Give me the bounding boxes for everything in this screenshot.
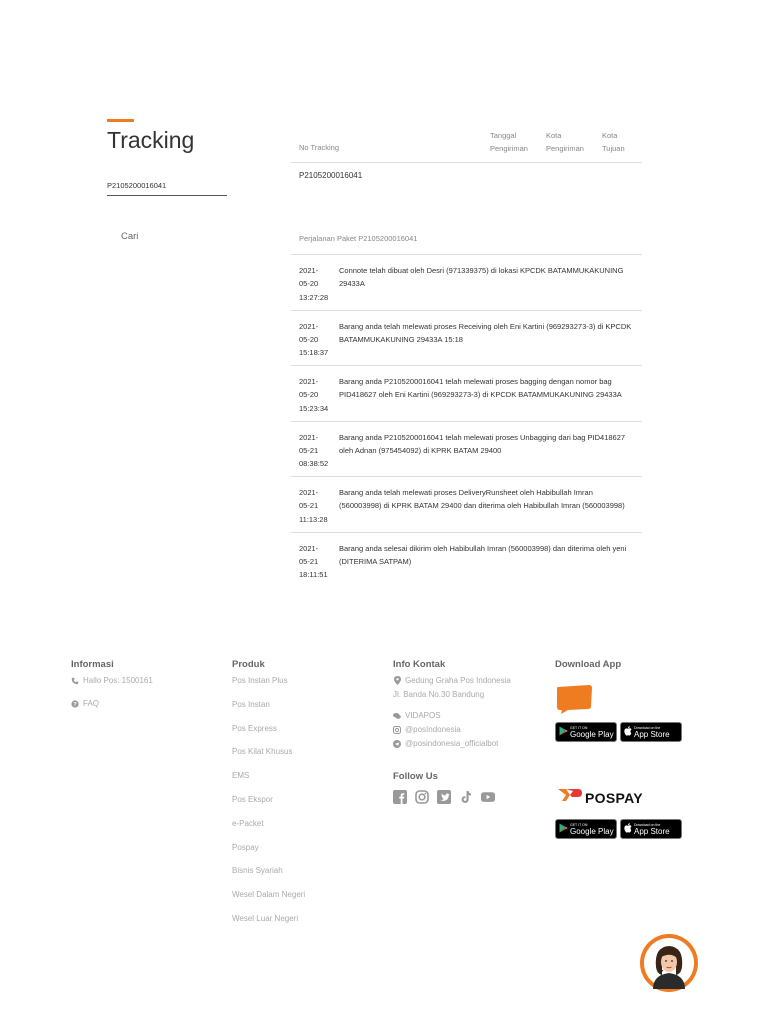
journey-row (291, 366, 642, 422)
event-datetime: 2021- 05-21 08:38:52 (299, 432, 329, 469)
produk-link-pos-kilat-khusus[interactable]: Pos Kilat Khusus (232, 747, 293, 757)
produk-link-wesel-luar-negeri[interactable]: Wesel Luar Negeri (232, 913, 299, 923)
twitter-icon[interactable] (437, 790, 451, 804)
event-datetime: 2021- 05-21 11:13:28 (299, 488, 328, 524)
footer-kontak-title: Info Kontak (393, 659, 446, 670)
chat-assistant-avatar[interactable] (640, 934, 698, 992)
tiktok-icon[interactable] (459, 790, 473, 804)
footer-informasi-title: Informasi (71, 659, 114, 670)
address-line-2: Jl. Banda No.30 Bandung (393, 690, 485, 699)
pospay-google-play-badge[interactable]: GET IT ON Google Play (555, 819, 617, 839)
event-description: Barang anda P2105200016041 telah melewati proses Unbagging dari bag PID418627 oleh Adnan (975454092) di KPRK BATAM 29400 (339, 432, 626, 455)
google-play-icon (559, 820, 568, 838)
footer-produk (232, 659, 382, 923)
produk-link-e-packet[interactable]: e-Packet (232, 818, 264, 828)
event-description: Connote telah dibuat oleh Desri (971339375) di lokasi KPCDK BATAMMUKAKUNING 29433A (339, 266, 624, 289)
page-title: Tracking (107, 127, 195, 153)
event-datetime: 2021- 05-20 15:23:34 (299, 377, 329, 413)
search-button[interactable]: Cari (121, 231, 139, 242)
header-kota-pengiriman: Kota Pengiriman (546, 131, 584, 153)
posaja-app-store-badge[interactable]: Download on the App Store (620, 722, 682, 742)
produk-link-pos-instan-plus[interactable]: Pos Instan Plus (232, 676, 288, 685)
faq-link[interactable]: ? FAQ (71, 699, 221, 708)
summary-tracking-number: P2105200016041 (299, 171, 363, 180)
pospay-mark-icon (557, 786, 583, 809)
telegram-contact-link[interactable]: @posindonesia_officialbot (393, 739, 543, 748)
svg-text:?: ? (73, 701, 77, 708)
header-tanggal-pengiriman: Tanggal Pengiriman (490, 131, 528, 153)
produk-link-pos-express[interactable]: Pos Express (232, 723, 277, 733)
map-marker-icon (393, 677, 401, 685)
question-circle-icon (71, 700, 79, 708)
apple-icon (624, 820, 632, 838)
pospay-logo (557, 786, 705, 809)
event-description: Barang anda telah melewati proses DeliveryRunsheet oleh Habibullah Imran (560003998) di KPRK BATAM 29400 dan diterima oleh Habibullah Imran (560003998) (339, 488, 625, 511)
pos-aja-logo (556, 684, 594, 714)
journey-row (291, 311, 642, 367)
instagram-contact-link[interactable]: @posIndonesia (393, 725, 543, 734)
hallo-pos-link[interactable]: Hallo Pos: 1500161 (71, 676, 221, 685)
journey-row (291, 477, 642, 533)
event-datetime: 2021- 05-20 13:27:28 (299, 266, 329, 302)
title-accent-bar (107, 119, 134, 122)
summary-header-row (291, 125, 642, 163)
facebook-icon[interactable] (393, 790, 407, 804)
telegram-icon (393, 740, 401, 748)
footer-download (555, 659, 705, 839)
pospay-wordmark: POSPAY (585, 789, 643, 806)
instagram-icon (393, 726, 401, 734)
produk-link-pos-ekspor[interactable]: Pos Ekspor (232, 794, 273, 804)
journey-row (291, 255, 642, 311)
address-line-1: Gedung Graha Pos Indonesia (393, 676, 543, 685)
produk-link-ems[interactable]: EMS (232, 771, 250, 781)
header-kota-tujuan: Kota Tujuan (602, 131, 625, 153)
event-datetime: 2021- 05-21 18:11:51 (299, 543, 328, 580)
phone-icon (71, 677, 79, 685)
produk-link-bisnis-syariah[interactable]: Bisnis Syariah (232, 866, 283, 876)
follow-us-title: Follow Us (393, 771, 438, 782)
journey-table (291, 254, 642, 588)
event-datetime: 2021- 05-20 15:18:37 (299, 321, 329, 358)
produk-link-pospay[interactable]: Pospay (232, 842, 259, 852)
vidapos-link[interactable]: VIDAPOS (393, 711, 543, 720)
footer-informasi (71, 659, 221, 708)
journey-title: Perjalanan Paket P2105200016041 (299, 234, 418, 243)
apple-icon (624, 723, 632, 741)
header-no-tracking: No Tracking (299, 143, 340, 152)
chat-bubbles-icon (393, 712, 401, 720)
pospay-app-store-badge[interactable]: Download on the App Store (620, 819, 682, 839)
produk-link-wesel-dalam-negeri[interactable]: Wesel Dalam Negeri (232, 890, 306, 900)
journey-row (291, 422, 642, 478)
tracking-number-input[interactable] (107, 175, 227, 196)
footer-produk-title: Produk (232, 659, 265, 670)
social-links (393, 790, 543, 804)
event-description: Barang anda telah melewati proses Receiving oleh Eni Kartini (969293273-3) di KPCDK BATAMMUKAKUNING 29433A 15:18 (339, 321, 632, 344)
posaja-google-play-badge[interactable]: GET IT ON Google Play (555, 722, 617, 742)
footer-kontak (393, 659, 543, 804)
google-play-icon (559, 723, 568, 741)
produk-link-pos-instan[interactable]: Pos Instan (232, 699, 270, 709)
posaja-store-badges (555, 722, 705, 742)
event-description: Barang anda selesai dikirim oleh Habibullah Imran (560003998) dan diterima oleh yeni (DITERIMA SATPAM) (339, 543, 627, 566)
event-description: Barang anda P2105200016041 telah melewati proses bagging dengan nomor bag PID418627 oleh Eni Kartini (969293273-3) di KPCDK BATAMMUKAKUNING 29433A (339, 377, 622, 400)
pospay-store-badges (555, 819, 705, 839)
youtube-icon[interactable] (481, 790, 495, 804)
journey-row (291, 533, 642, 589)
footer-download-title: Download App (555, 659, 622, 670)
tracking-summary-table (291, 125, 642, 180)
instagram-social-icon[interactable] (415, 790, 429, 804)
